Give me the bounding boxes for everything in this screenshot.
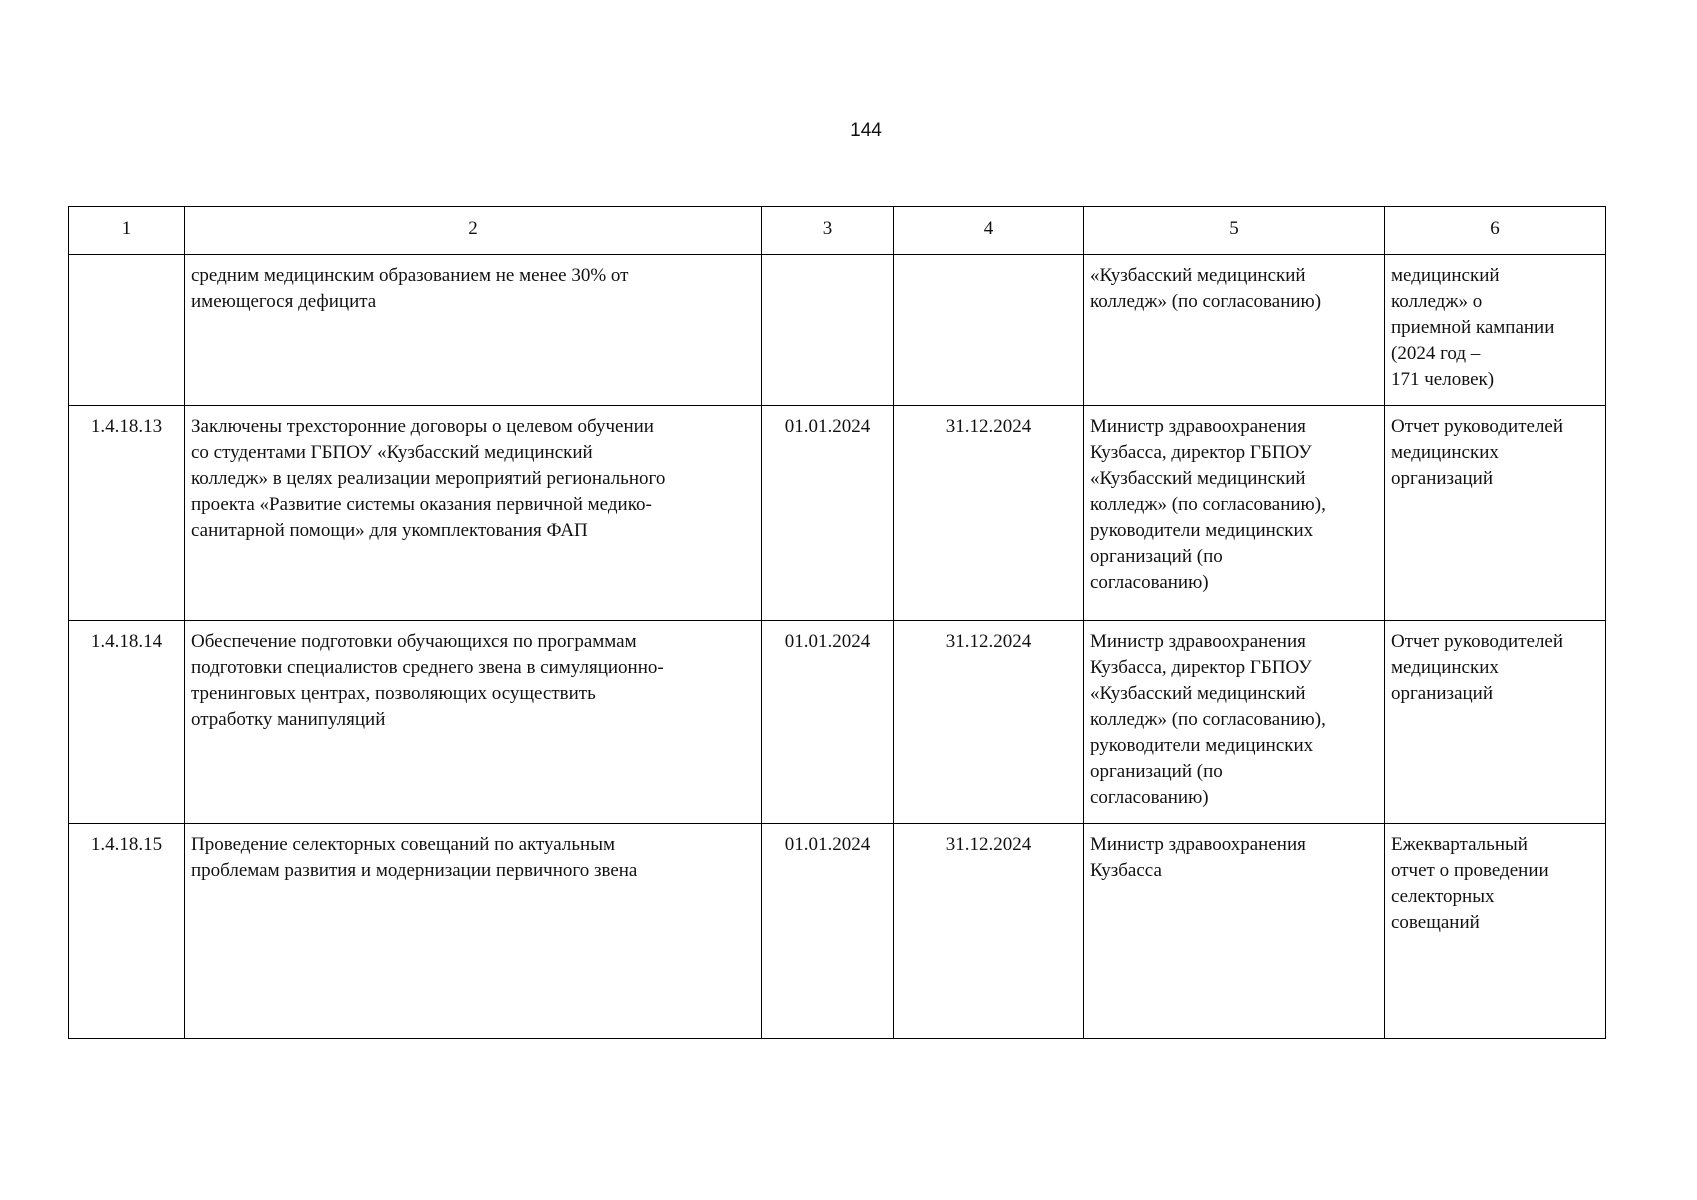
table-row bbox=[69, 621, 1606, 824]
start-date-cell: 01.01.2024 bbox=[762, 406, 894, 621]
end-date-cell: 31.12.2024 bbox=[894, 621, 1084, 824]
result-cell: Ежеквартальный отчет о проведении селекторных совещаний bbox=[1385, 824, 1606, 1039]
column-header: 1 bbox=[69, 207, 185, 255]
column-header: 6 bbox=[1385, 207, 1606, 255]
item-number-cell: 1.4.18.13 bbox=[69, 406, 185, 621]
event-cell: Обеспечение подготовки обучающихся по программам подготовки специалистов среднего звена в симуляционно- тренинговых центрах, позволяющих осуществить отработку манипуляций bbox=[185, 621, 762, 824]
page-number: 144 bbox=[850, 120, 882, 141]
start-date-cell: 01.01.2024 bbox=[762, 621, 894, 824]
column-header: 5 bbox=[1084, 207, 1385, 255]
start-date-cell: 01.01.2024 bbox=[762, 824, 894, 1039]
result-cell: Отчет руководителей медицинских организаций bbox=[1385, 406, 1606, 621]
responsible-cell: Министр здравоохранения Кузбасса, директор ГБПОУ «Кузбасский медицинский колледж» (по согласованию), руководители медицинских организаций (по согласованию) bbox=[1084, 621, 1385, 824]
end-date-cell: 31.12.2024 bbox=[894, 824, 1084, 1039]
column-header: 4 bbox=[894, 207, 1084, 255]
plan-table bbox=[68, 206, 1606, 1039]
event-cell: Проведение селекторных совещаний по актуальным проблемам развития и модернизации первичного звена bbox=[185, 824, 762, 1039]
start-date-cell bbox=[762, 255, 894, 406]
end-date-cell: 31.12.2024 bbox=[894, 406, 1084, 621]
item-number-cell: 1.4.18.14 bbox=[69, 621, 185, 824]
result-cell: медицинский колледж» о приемной кампании (2024 год – 171 человек) bbox=[1385, 255, 1606, 406]
responsible-cell: «Кузбасский медицинский колледж» (по согласованию) bbox=[1084, 255, 1385, 406]
end-date-cell bbox=[894, 255, 1084, 406]
responsible-cell: Министр здравоохранения Кузбасса bbox=[1084, 824, 1385, 1039]
event-cell: средним медицинским образованием не менее 30% от имеющегося дефицита bbox=[185, 255, 762, 406]
responsible-cell: Министр здравоохранения Кузбасса, директор ГБПОУ «Кузбасский медицинский колледж» (по согласованию), руководители медицинских организаций (по согласованию) bbox=[1084, 406, 1385, 621]
item-number-cell: 1.4.18.15 bbox=[69, 824, 185, 1039]
column-header: 3 bbox=[762, 207, 894, 255]
table-header-row bbox=[69, 207, 1606, 255]
result-cell: Отчет руководителей медицинских организаций bbox=[1385, 621, 1606, 824]
table-row bbox=[69, 255, 1606, 406]
column-header: 2 bbox=[185, 207, 762, 255]
item-number-cell bbox=[69, 255, 185, 406]
table-row bbox=[69, 406, 1606, 621]
table-row bbox=[69, 824, 1606, 1039]
event-cell: Заключены трехсторонние договоры о целевом обучении со студентами ГБПОУ «Кузбасский медицинский колледж» в целях реализации мероприятий регионального проекта «Развитие системы оказания первичной медико- санитарной помощи» для укомплектования ФАП bbox=[185, 406, 762, 621]
